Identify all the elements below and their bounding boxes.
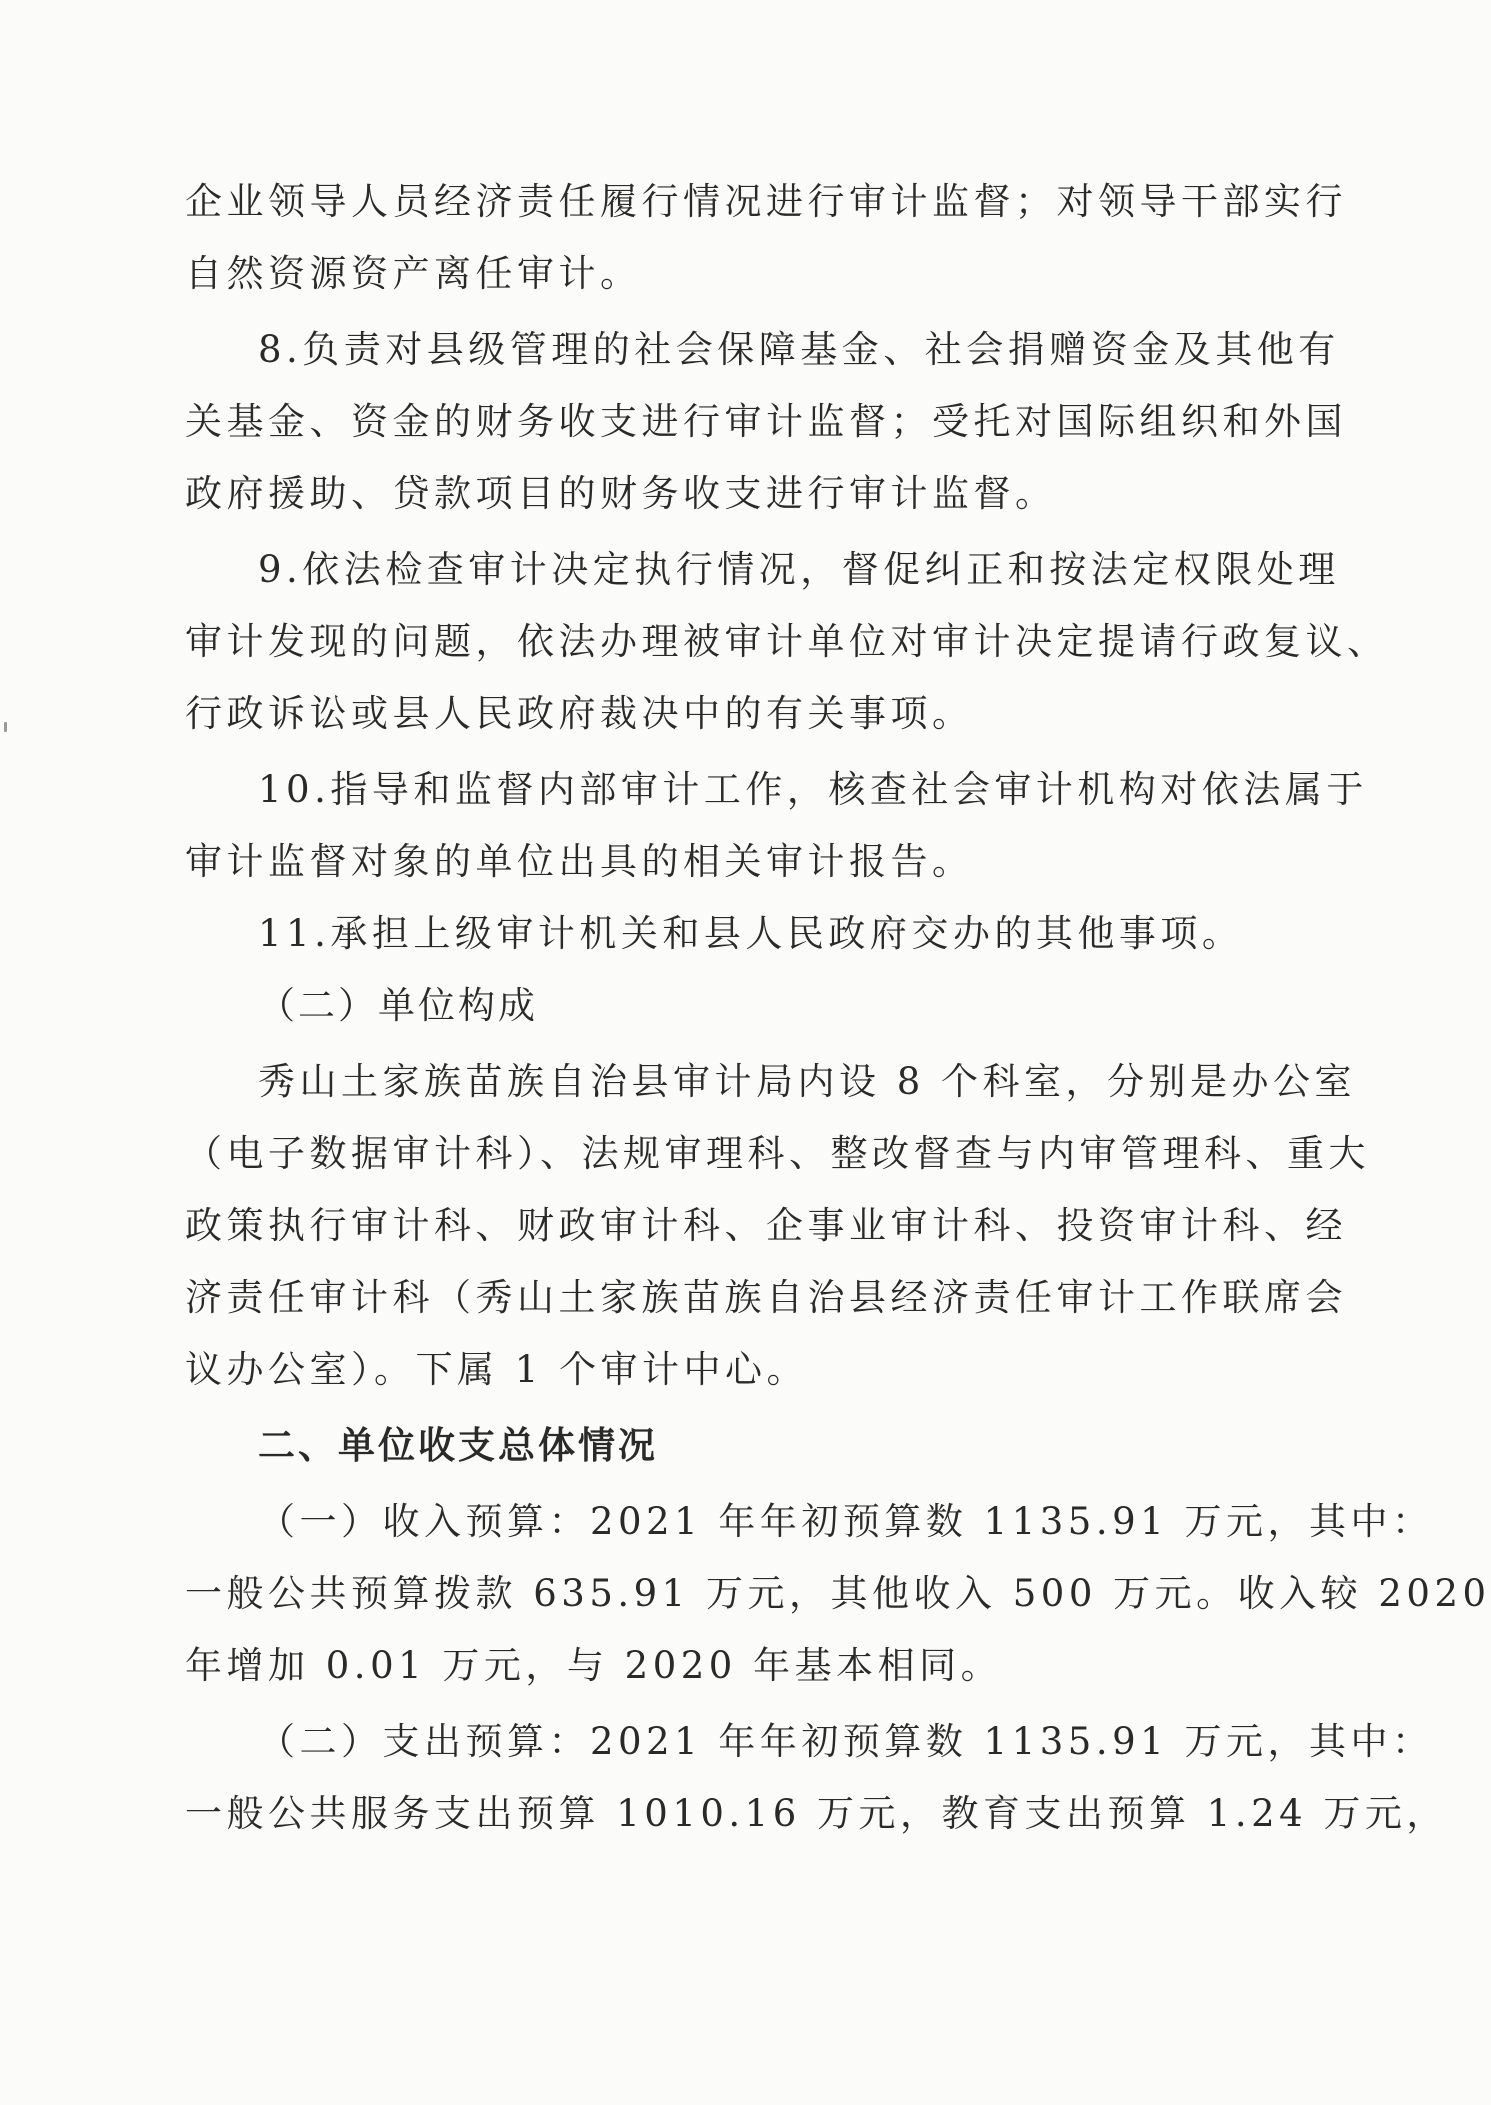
- scan-mark: [4, 722, 7, 732]
- text-line-22: （二）支出预算：2021 年年初预算数 1135.91 万元，其中：: [258, 1720, 1434, 1763]
- text-line-9: 10.指导和监督内部审计工作，核查社会审计机构对依法属于: [258, 768, 1368, 811]
- text-line-19: （一）收入预算：2021 年年初预算数 1135.91 万元，其中：: [258, 1500, 1434, 1543]
- text-line-5: 政府援助、贷款项目的财务收支进行审计监督。: [185, 472, 1057, 515]
- text-line-14: （电子数据审计科）、法规审理科、整改督查与内审管理科、重大: [185, 1132, 1370, 1175]
- text-line-4: 关基金、资金的财务收支进行审计监督；受托对国际组织和外国: [185, 400, 1347, 443]
- text-line-10: 审计监督对象的单位出具的相关审计报告。: [185, 840, 974, 883]
- text-line-8: 行政诉讼或县人民政府裁决中的有关事项。: [185, 692, 974, 735]
- text-line-15: 政策执行审计科、财政审计科、企事业审计科、投资审计科、经: [185, 1204, 1347, 1247]
- section-heading-unit-composition: （二）单位构成: [258, 984, 538, 1027]
- text-line-6: 9.依法检查审计决定执行情况，督促纠正和按法定权限处理: [258, 548, 1340, 591]
- text-line-2: 自然资源资产离任审计。: [185, 252, 642, 295]
- text-line-21: 年增加 0.01 万元，与 2020 年基本相同。: [185, 1644, 1003, 1687]
- text-line-13: 秀山土家族苗族自治县审计局内设 8 个科室，分别是办公室: [258, 1060, 1357, 1103]
- text-line-20: 一般公共预算拨款 635.91 万元，其他收入 500 万元。收入较 2020: [185, 1572, 1491, 1615]
- text-line-17: 议办公室）。下属 1 个审计中心。: [185, 1348, 809, 1391]
- text-line-3: 8.负责对县级管理的社会保障基金、社会捐赠资金及其他有: [258, 328, 1340, 371]
- section-heading-revenue-expenditure: 二、单位收支总体情况: [258, 1424, 658, 1467]
- text-line-23: 一般公共服务支出预算 1010.16 万元，教育支出预算 1.24 万元，: [185, 1792, 1448, 1835]
- text-line-1: 企业领导人员经济责任履行情况进行审计监督；对领导干部实行: [185, 180, 1347, 223]
- text-line-7: 审计发现的问题，依法办理被审计单位对审计决定提请行政复议、: [185, 620, 1389, 663]
- text-line-11: 11.承担上级审计机关和县人民政府交办的其他事项。: [258, 912, 1244, 955]
- text-line-16: 济责任审计科（秀山土家族苗族自治县经济责任审计工作联席会: [185, 1276, 1347, 1319]
